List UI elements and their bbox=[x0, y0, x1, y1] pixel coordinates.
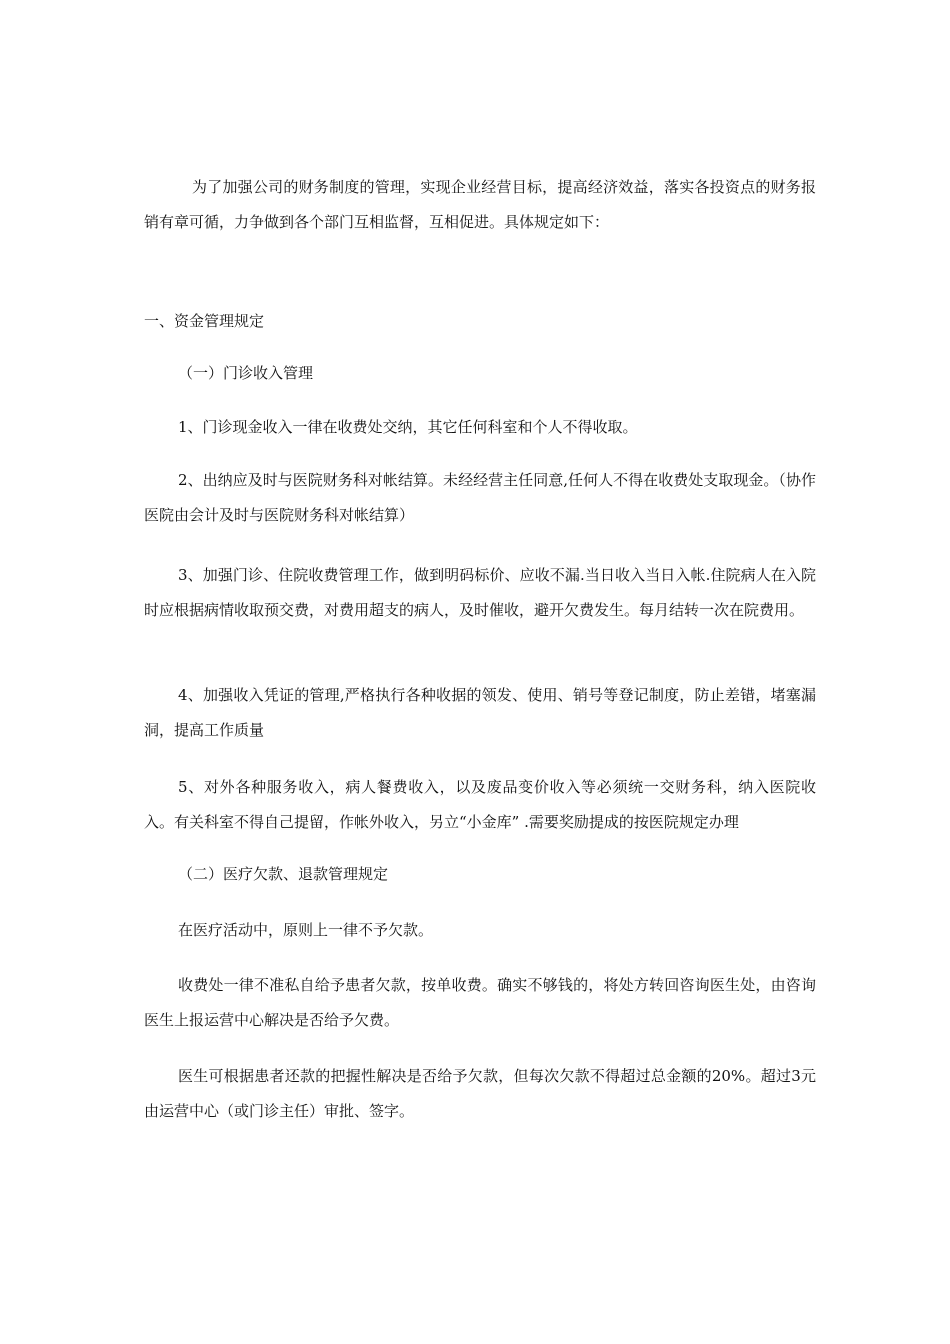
list-item: 3、加强门诊、住院收费管理工作，做到明码标价、应收不漏.当日收入当日入帐.住院病人在入院时应根据病情收取预交费，对费用超支的病人，及时催收，避开欠费发生。每月结转一次在院费用。 bbox=[144, 566, 816, 619]
list-item: 2、出纳应及时与医院财务科对帐结算。未经经营主任同意,任何人不得在收费处支取现金。（协作医院由会计及时与医院财务科对帐结算） bbox=[144, 471, 816, 524]
intro-paragraph: 为了加强公司的财务制度的管理，实现企业经营目标，提高经济效益，落实各投资点的财务报销有章可循，力争做到各个部门互相监督，互相促进。具体规定如下： bbox=[144, 178, 816, 231]
list-item: 5、对外各种服务收入，病人餐费收入，以及废品变价收入等必须统一交财务科，纳入医院收入。有关科室不得自己提留，作帐外收入，另立“小金库” .需要奖励提成的按医院规定办理 bbox=[144, 778, 816, 831]
list-item: 4、加强收入凭证的管理,严格执行各种收据的领发、使用、销号等登记制度，防止差错，堵塞漏洞，提高工作质量 bbox=[144, 686, 816, 739]
subsection-heading: （一）门诊收入管理 bbox=[178, 364, 314, 382]
paragraph: 医生可根据患者还款的把握性解决是否给予欠款，但每次欠款不得超过总金额的20%。超过3元由运营中心（或门诊主任）审批、签字。 bbox=[144, 1067, 816, 1120]
subsection-heading: （二）医疗欠款、退款管理规定 bbox=[178, 865, 389, 883]
list-item: 1、门诊现金收入一律在收费处交纳，其它任何科室和个人不得收取。 bbox=[178, 418, 638, 436]
paragraph: 在医疗活动中，原则上一律不予欠款。 bbox=[178, 921, 434, 939]
section-heading: 一、资金管理规定 bbox=[144, 312, 265, 330]
paragraph: 收费处一律不准私自给予患者欠款，按单收费。确实不够钱的，将处方转回咨询医生处，由咨询医生上报运营中心解决是否给予欠费。 bbox=[144, 976, 816, 1029]
